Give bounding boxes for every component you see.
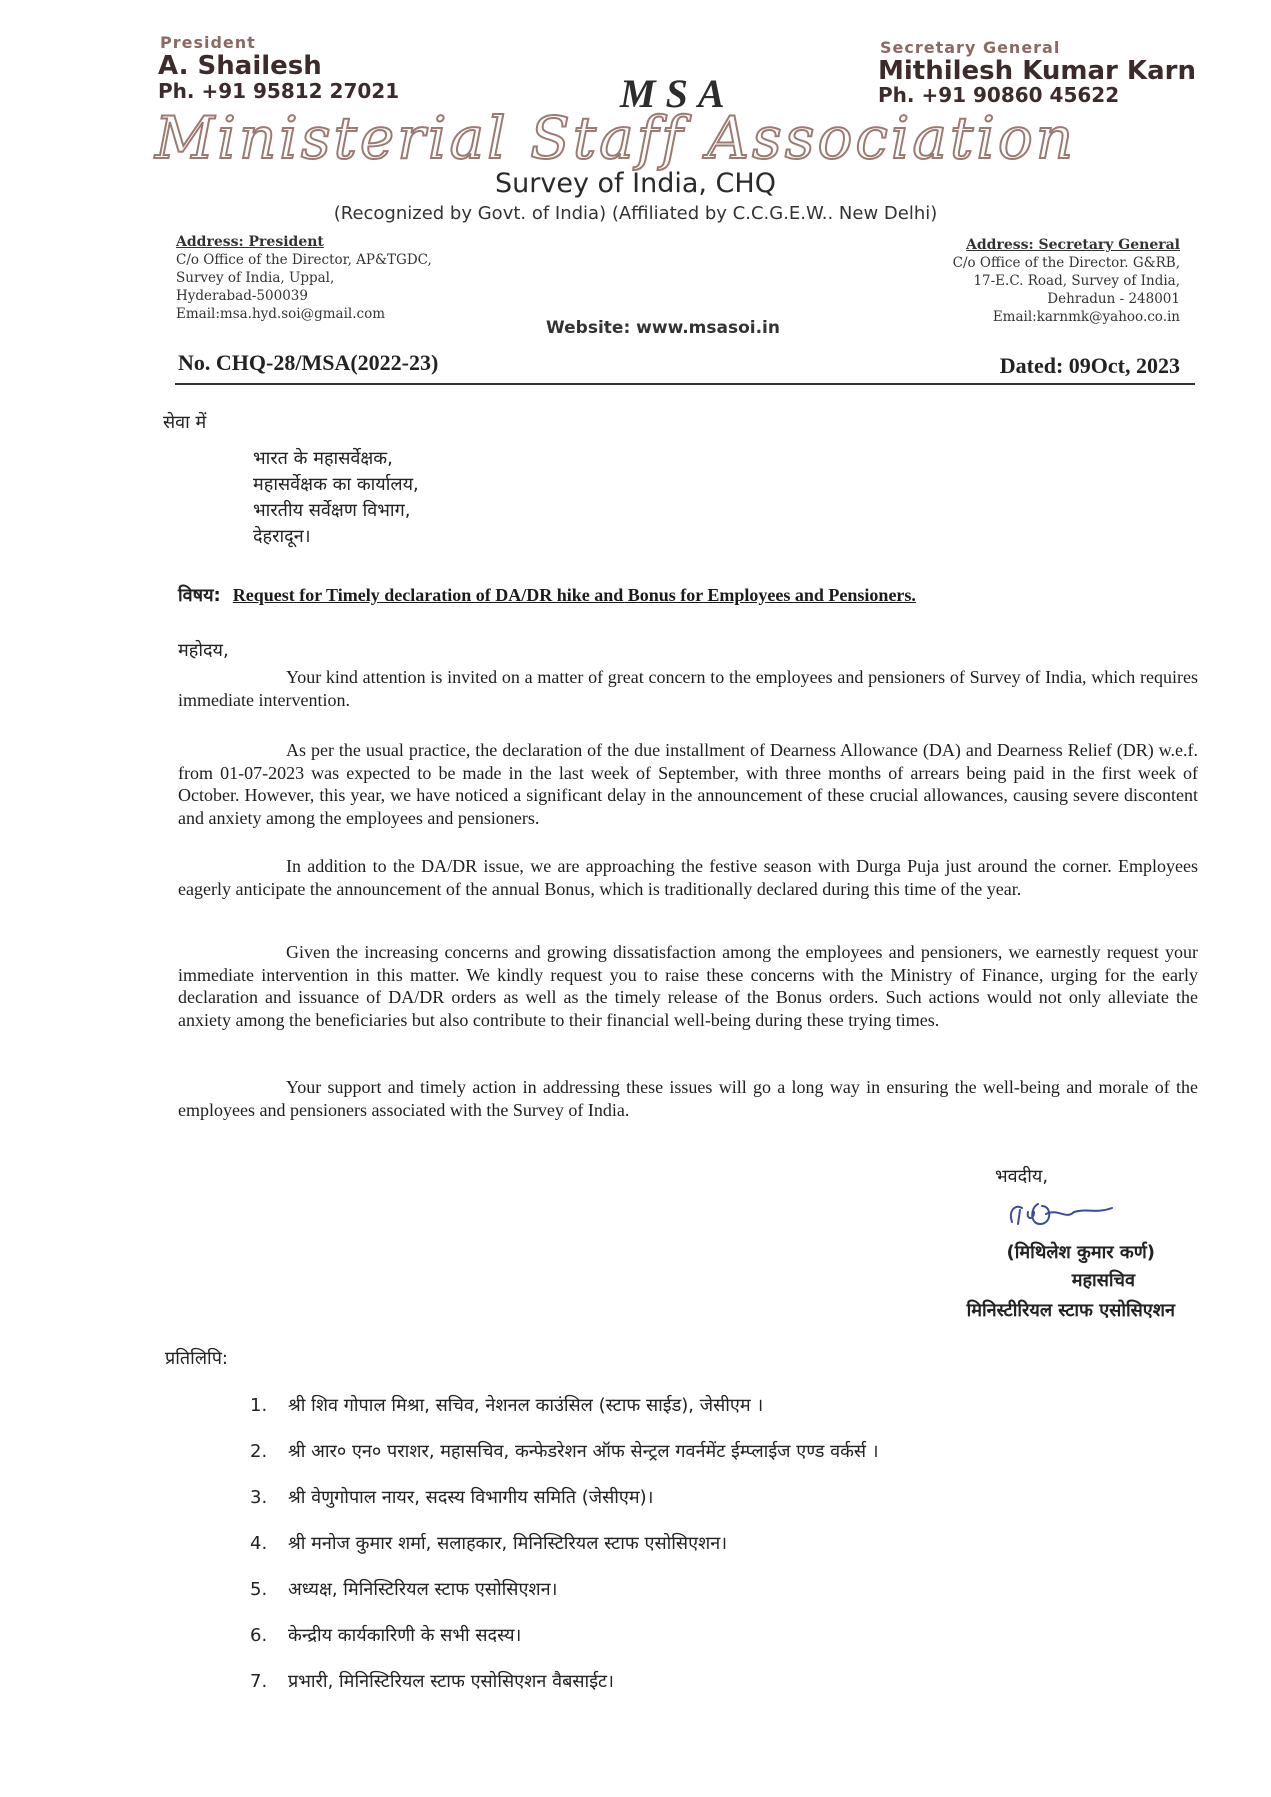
addressee-line: महासर्वेक्षक का कार्यालय, [253, 474, 419, 495]
body-paragraph: In addition to the DA/DR issue, we are approaching the festive season with Durga Puja just around the corner. Employees eagerly anticipate the announcement of the annual Bonus, which is traditionally declared during this time of the year. [178, 856, 1198, 899]
secgen-address-heading: Address: Secretary General [966, 237, 1180, 253]
secgen-label: Secretary General [880, 38, 1061, 57]
addressee-line: भारत के महासर्वेक्षक, [253, 448, 393, 469]
body-paragraph: Your support and timely action in addressing these issues will go a long way in ensuring the well-being and morale of the employees and pensioners associated with the Survey of India. [178, 1077, 1198, 1120]
president-email: Email:msa.hyd.soi@gmail.com [176, 306, 385, 322]
secgen-phone: Ph. +91 90860 45622 [878, 83, 1120, 107]
msa-logo-text: MSA [620, 71, 735, 116]
signature-image [1000, 1190, 1130, 1236]
list-item: 5. अध्यक्ष, मिनिस्टिरियल स्टाफ एसोसिएशन। [250, 1579, 558, 1600]
body-paragraph: Your kind attention is invited on a matter of great concern to the employees and pensioners of Survey of India, which requires immediate intervention. [178, 667, 1198, 710]
subject-text: Request for Timely declaration of DA/DR hike and Bonus for Employees and Pensioners. [232, 585, 916, 605]
list-item: 6. केन्द्रीय कार्यकारिणी के सभी सदस्य। [250, 1625, 522, 1646]
website: Website: www.msasoi.in [546, 318, 780, 338]
copy-list [250, 1393, 879, 1715]
closing: भवदीय, [995, 1166, 1049, 1187]
signatory-organisation: मिनिस्टीरियल स्टाफ एसोसिएशन [966, 1300, 1175, 1321]
list-item: 1. श्री शिव गोपाल मिश्रा, सचिव, नेशनल काउंसिल (स्टाफ साईड), जेसीएम । [250, 1395, 764, 1416]
president-label: President [160, 33, 256, 52]
president-address [176, 233, 576, 323]
secgen-name: Mithilesh Kumar Karn [878, 56, 1196, 86]
body-paragraph: Given the increasing concerns and growing dissatisfaction among the employees and pensioners, we earnestly request your immediate intervention in this matter. We kindly request you to raise these concerns with the Ministry of Finance, urging for the early declaration and issuance of DA/DR orders as well as the timely release of the Bonus orders. Such actions would not only alleviate the anxiety among the beneficiaries but also contribute to their financial well-being during these trying times. [178, 942, 1198, 1030]
list-item: 2. श्री आर० एन० पराशर, महासचिव, कन्फेडरेशन ऑफ सेन्ट्रल गवर्नमेंट ईम्प्लाईज एण्ड वर्कर्स । [250, 1441, 879, 1462]
secgen-address-line: Dehradun - 248001 [1047, 291, 1180, 307]
secgen-email: Email:karnmk@yahoo.co.in [992, 309, 1180, 325]
secgen-address [795, 236, 1180, 326]
list-item: 4. श्री मनोज कुमार शर्मा, सलाहकार, मिनिस्टिरियल स्टाफ एसोसिएशन। [250, 1533, 728, 1554]
recognition-line: (Recognized by Govt. of India) (Affiliated by C.C.G.E.W.. New Delhi) [333, 203, 938, 224]
letter-date: Dated: 09Oct, 2023 [999, 353, 1180, 378]
list-item: 7. प्रभारी, मिनिस्टिरियल स्टाफ एसोसिएशन वैबसाईट। [250, 1671, 614, 1692]
addressee-block [253, 446, 419, 550]
header-divider [175, 383, 1195, 385]
president-address-heading: Address: President [176, 234, 324, 250]
subject-label: विषय: [178, 585, 221, 606]
reference-number: No. CHQ-28/MSA(2022-23) [178, 350, 439, 375]
president-address-line: Hyderabad-500039 [176, 288, 308, 304]
association-name: Ministerial Staff Association [155, 104, 1077, 172]
president-address-line: Survey of India, Uppal, [176, 270, 335, 286]
addressee-prefix: सेवा में [163, 412, 207, 433]
secgen-address-line: 17-E.C. Road, Survey of India, [973, 273, 1180, 289]
signatory-name: (मिथिलेश कुमार कर्ण) [1006, 1242, 1155, 1263]
greeting: महोदय, [178, 640, 229, 661]
signatory-designation: महासचिव [1071, 1270, 1135, 1291]
copy-label: प्रतिलिपि: [165, 1348, 228, 1369]
addressee-line: भारतीय सर्वेक्षण विभाग, [253, 500, 411, 521]
list-item: 3. श्री वेणुगोपाल नायर, सदस्य विभागीय समिति (जेसीएम)। [250, 1487, 654, 1508]
president-address-line: C/o Office of the Director, AP&TGDC, [176, 252, 432, 268]
president-name: A. Shailesh [158, 51, 322, 81]
president-phone: Ph. +91 95812 27021 [158, 79, 400, 103]
addressee-line: देहरादून। [253, 526, 311, 547]
body-paragraph: As per the usual practice, the declaration of the due installment of Dearness Allowance (DA) and Dearness Relief (DR) w.e.f. from 01-07-2023 was expected to be made in the last week of September, with three months of arrears being paid in the first week of October. However, this year, we have noticed a significant delay in the announcement of these crucial allowances, causing severe discontent and anxiety among the employees and pensioners. [178, 740, 1198, 828]
office-name: Survey of India, CHQ [495, 168, 776, 199]
secgen-address-line: C/o Office of the Director. G&RB, [952, 255, 1180, 271]
subject-line [178, 583, 916, 607]
